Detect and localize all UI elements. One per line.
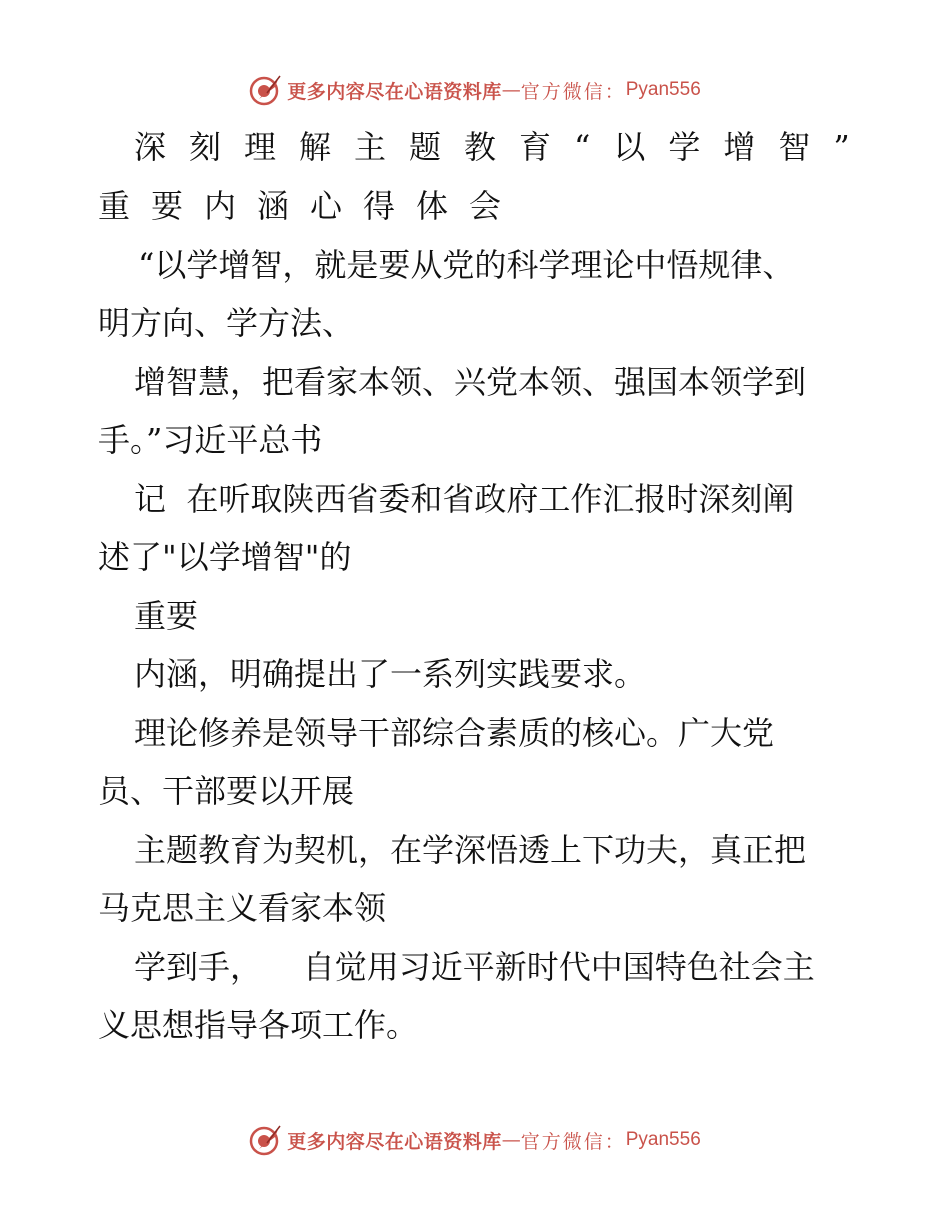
quill-logo-icon [249, 1123, 283, 1157]
footer-watermark [0, 1120, 950, 1160]
paragraph-line: “以学增智，就是要从党的科学理论中悟规律、 [138, 246, 795, 284]
watermark-official: 官方微信： [520, 1130, 626, 1153]
paragraph-line: 增智慧，把看家本领、兴党本领、强国本领学到 [134, 363, 807, 401]
paragraph-line: 学到手， 自觉用习近平新时代中国特色社会主 [134, 948, 815, 986]
paragraph-line: 记 在听取陕西省委和省政府工作汇报时深刻阐 [134, 480, 795, 518]
paragraph-line: 重要 [134, 597, 199, 635]
watermark-dash: — [501, 1129, 521, 1151]
paragraph-line: 员、干部要以开展 [98, 772, 355, 810]
watermark-wechat-id: Pyan556 [625, 1129, 701, 1150]
paragraph-line: 内涵，明确提出了一系列实践要求。 [134, 655, 647, 693]
paragraph-line: 义思想指导各项工作。 [98, 1006, 419, 1044]
paragraph-line: 手。”习近平总书 [98, 421, 323, 459]
doc-title-line-2: 重要内涵心得体会 [98, 187, 523, 225]
paragraph-line: 马克思主义看家本领 [98, 889, 387, 927]
paragraph-line: 主题教育为契机，在学深悟透上下功夫，真正把 [134, 831, 807, 869]
watermark-brand: 更多内容尽在心语资料库 [287, 80, 502, 103]
watermark-brand: 更多内容尽在心语资料库 [287, 1130, 502, 1153]
paragraph-line: 述了"以学增智"的 [98, 538, 352, 576]
watermark-official: 官方微信： [520, 80, 626, 103]
paragraph-line: 明方向、学方法、 [98, 304, 355, 342]
watermark-dash: — [501, 79, 521, 101]
paragraph-line: 理论修养是领导干部综合素质的核心。广大党 [134, 714, 775, 752]
doc-title-line-1: 深刻理解主题教育“以学增智” [134, 128, 873, 166]
watermark-wechat-id: Pyan556 [625, 79, 701, 100]
